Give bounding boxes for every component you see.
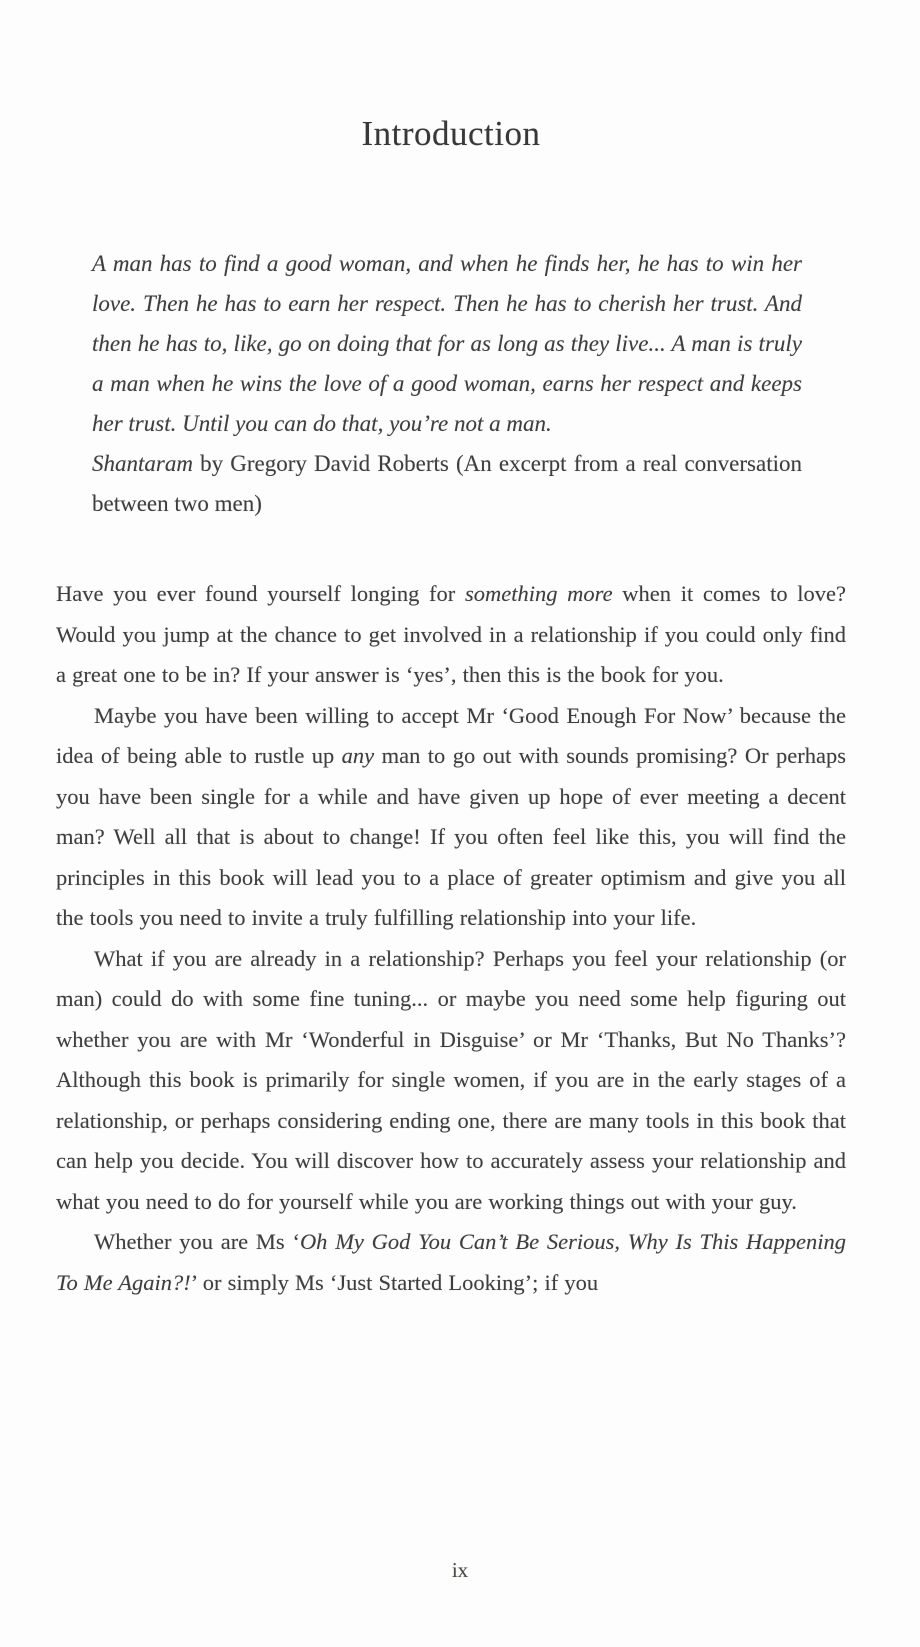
paragraph-4-text: Whether you are Ms ‘ <box>94 1229 300 1254</box>
paragraph-1-emphasis: something more <box>465 581 613 606</box>
page-number: ix <box>451 1558 469 1582</box>
body-paragraph-4 <box>56 1222 846 1303</box>
paragraph-1-text-continued: when it comes to love? Would you jump at the chance to get involved in a relationship if you could only find a great one to be in? If your answer is ‘yes’, then this is the book for you. <box>56 581 846 687</box>
epigraph-attribution-rest: by Gregory David Roberts (An excerpt from a real conversation between two men) <box>92 451 802 516</box>
epigraph-work-title: Shantaram <box>92 451 193 476</box>
epigraph-quote <box>92 244 802 524</box>
epigraph-attribution <box>92 444 802 524</box>
paragraph-4-text-continued: ’ or simply Ms ‘Just Started Looking’; if you <box>190 1269 599 1295</box>
body-paragraph-1 <box>56 574 846 696</box>
paragraph-3-text: What if you are already in a relationship? Perhaps you feel your relationship (or man) could do with some fine tuning... or maybe you need some help figuring out whether you are with Mr ‘Wonderful in Disguise’ or Mr ‘Thanks, But No Thanks’? Although this book is primarily for single women, if you are in the early stages of a relationship, or perhaps considering ending one, there are many tools in this book that can help you decide. You will discover how to accurately assess your relationship and what you need to do for yourself while you are working things out with your guy. <box>56 945 846 1214</box>
paragraph-4-emphasis: Oh My God You Can’t Be Serious, Why Is This Happening To Me Again?! <box>56 1229 846 1295</box>
epigraph-quote-italic-text: A man has to find a good woman, and when he finds her, he has to win her love. Then he has to earn her respect. Then he has to cherish her trust. And then he has to, like, go on doing that for as long as they live... A man is truly a man when he wins the love of a good woman, earns her respect and keeps her trust. Until you can do that, you’re not a man. <box>92 251 802 436</box>
paragraph-2-text: Maybe you have been willing to accept Mr ‘Good Enough For Now’ because the idea of being able to rustle up <box>56 702 846 768</box>
paragraph-2-emphasis: any <box>341 743 375 768</box>
body-paragraph-2 <box>56 696 846 939</box>
epigraph-quote-text <box>92 244 802 444</box>
body-paragraph-3 <box>56 939 846 1223</box>
paragraph-2-text-continued: man to go out with sounds promising? Or perhaps you have been single for a while and have given up hope of ever meeting a decent man? Well all that is about to change! If you often feel like this, you will find the principles in this book will lead you to a place of greater optimism and give you all the tools you need to invite a truly fulfilling relationship into your life. <box>56 743 846 930</box>
page-title: Introduction <box>361 114 541 153</box>
body-text <box>56 574 846 1303</box>
paragraph-1-text: Have you ever found yourself longing for <box>56 581 465 606</box>
